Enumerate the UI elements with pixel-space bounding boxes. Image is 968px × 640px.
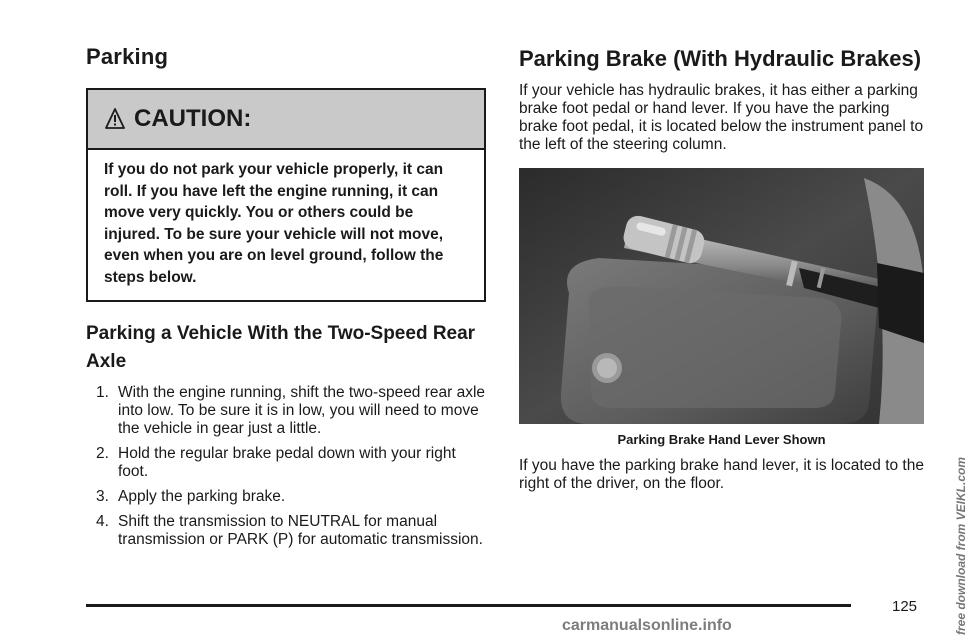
subheading-two-speed-axle: Parking a Vehicle With the Two-Speed Rear Axle — [86, 323, 476, 372]
left-column — [86, 44, 490, 556]
paragraph-hydraulic-brakes: If your vehicle has hydraulic brakes, it has either a parking brake foot pedal or hand lever. If you have the parking brake foot pedal, it is located below the instrument panel to the left of the steering column. — [519, 82, 924, 153]
footer-rule — [86, 604, 851, 607]
caution-box — [86, 88, 486, 302]
parking-brake-lever-photo — [519, 168, 924, 424]
caution-title: CAUTION: — [134, 105, 252, 132]
section-heading-parking: Parking — [86, 44, 169, 69]
step-item — [86, 445, 490, 481]
paragraph-hand-lever: If you have the parking brake hand lever, it is located to the right of the driver, on the floor. — [519, 457, 924, 492]
step-item — [86, 384, 490, 438]
step-text: With the engine running, shift the two-speed rear axle into low. To be sure it is in low, you will need to move the vehicle in gear just a little. — [118, 384, 486, 437]
caution-header — [88, 90, 484, 150]
step-number: 2. — [96, 445, 109, 462]
step-item — [86, 513, 490, 549]
section-heading-parking-brake: Parking Brake (With Hydraulic Brakes) — [519, 46, 922, 71]
step-number: 4. — [96, 513, 109, 530]
caution-triangle-icon — [104, 107, 126, 131]
side-watermark-text: free download from VEIKL.com — [954, 456, 968, 635]
caution-body: If you do not park your vehicle properly, it can roll. If you have left the engine running, it can move very quickly. You or others could be injured. To be sure your vehicle will not move, even when you are on level ground, follow the steps below. — [104, 161, 444, 286]
right-column — [519, 44, 925, 493]
step-text: Apply the parking brake. — [118, 488, 286, 505]
lever-photo-illustration — [519, 168, 924, 424]
side-watermark — [938, 335, 968, 635]
step-number: 1. — [96, 384, 109, 401]
step-text: Shift the transmission to NEUTRAL for manual transmission or PARK (P) for automatic transmission. — [118, 513, 483, 548]
step-number: 3. — [96, 488, 109, 505]
page-number: 125 — [892, 598, 918, 615]
photo-caption: Parking Brake Hand Lever Shown — [617, 432, 826, 447]
steps-list — [86, 384, 490, 549]
step-item — [86, 488, 490, 506]
step-text: Hold the regular brake pedal down with your right foot. — [118, 445, 456, 480]
bottom-watermark: carmanualsonline.info — [562, 617, 732, 634]
